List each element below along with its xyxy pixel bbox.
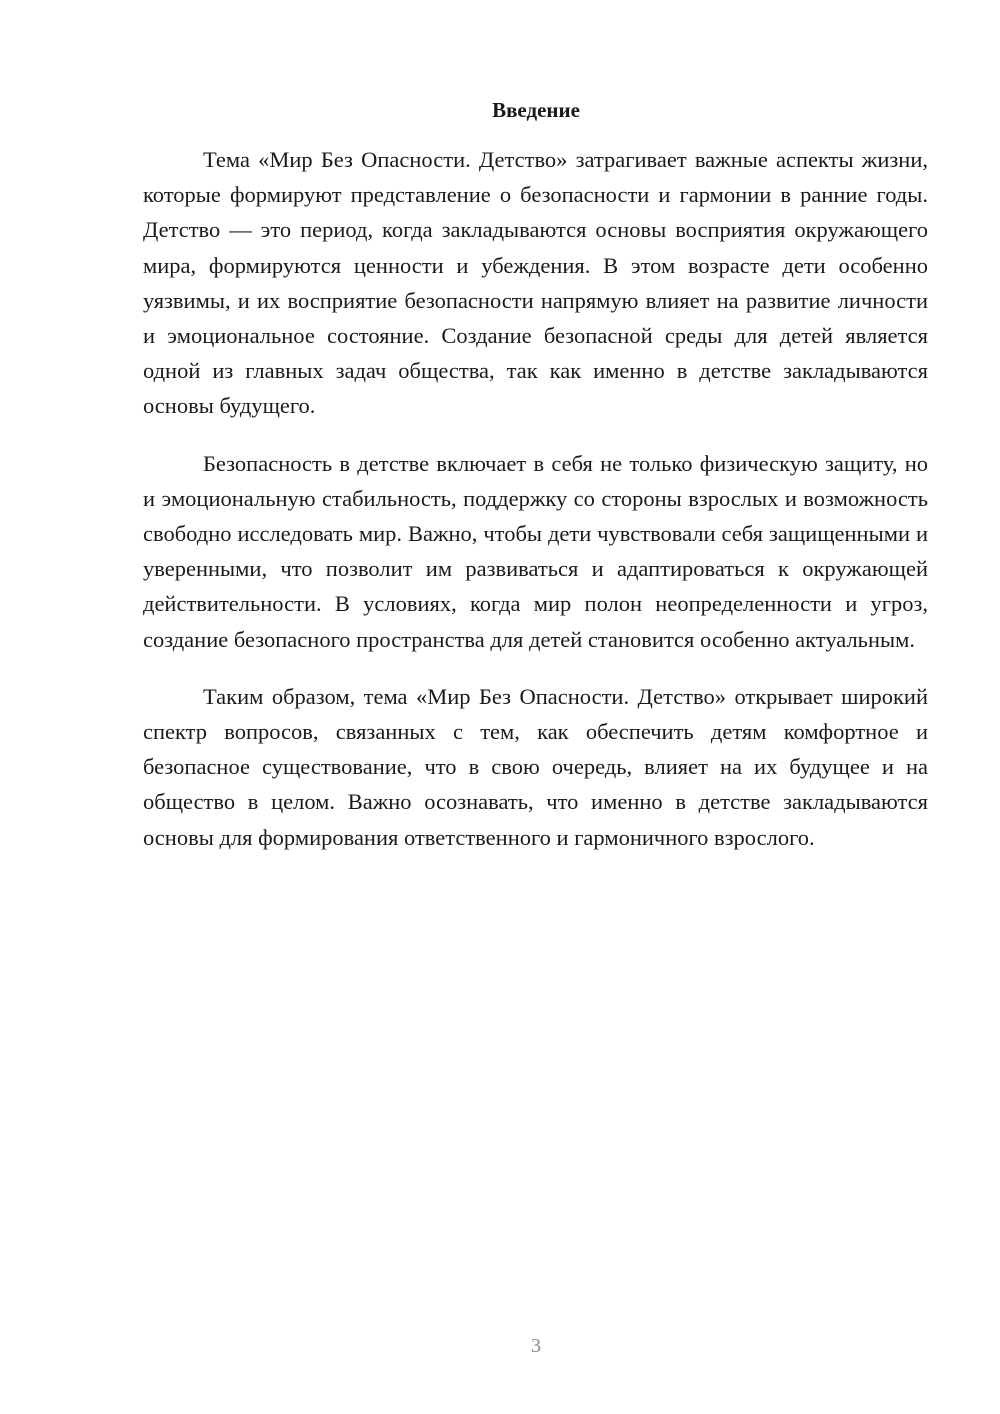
paragraph-3: Таким образом, тема «Мир Без Опасности. Детство» открывает широкий спектр вопросов, связанных с тем, как обеспечить детям комфортное и безопасное существование, что в свою очередь, влияет на их будущее и на общество в целом. Важно осознавать, что именно в детстве закладываются основы для формирования ответственного и гармоничного взрослого. [143,683,928,850]
section-heading: Введение [492,98,580,122]
body-text [143,142,928,877]
paragraph-2: Безопасность в детстве включает в себя не только физическую защиту, но и эмоциональную стабильность, поддержку со стороны взрослых и возможность свободно исследовать мир. Важно, чтобы дети чувствовали себя защищенными и уверенными, что позволит им развиваться и адаптироваться к окружающей действительности. В условиях, когда мир полон неопределенности и угроз, создание безопасного пространства для детей становится особенно актуальным. [143,450,928,652]
page-number: 3 [531,1335,541,1357]
paragraph-1: Тема «Мир Без Опасности. Детство» затрагивает важные аспекты жизни, которые формируют представление о безопасности и гармонии в ранние годы. Детство — это период, когда закладываются основы восприятия окружающего мира, формируются ценности и убеждения. В этом возрасте дети особенно уязвимы, и их восприятие безопасности напрямую влияет на развитие личности и эмоциональное состояние. Создание безопасной среды для детей является одной из главных задач общества, так как именно в детстве закладываются основы будущего. [143,147,928,419]
